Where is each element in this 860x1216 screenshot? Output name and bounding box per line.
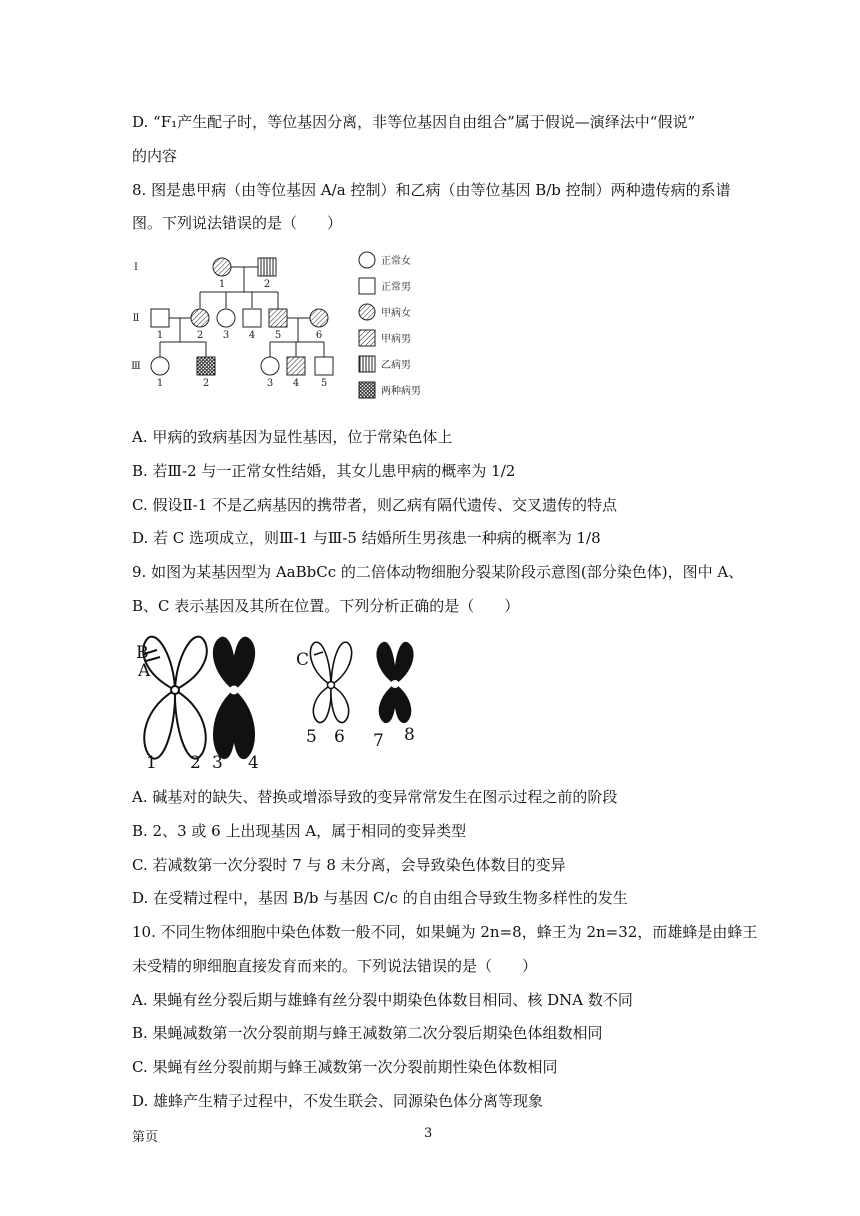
- q8-option-a: A. 甲病的致病基因为显性基因，位于常染色体上: [132, 428, 453, 446]
- svg-text:3: 3: [222, 330, 230, 341]
- legend-disease-b-male: 乙病男: [381, 360, 411, 371]
- gen3-female-1: [151, 357, 169, 375]
- gene-label-a: A: [138, 661, 151, 681]
- q8-option-d: D. 若 C 选项成立，则Ⅲ-1 与Ⅲ-5 结婚所生男孩患一种病的概率为 1/8: [132, 529, 601, 547]
- pedigree-figure: [128, 246, 438, 408]
- footer-label: 第页: [132, 1130, 159, 1145]
- svg-text:2: 2: [263, 279, 271, 290]
- chromosome-figure: [130, 628, 430, 776]
- svg-text:5: 5: [274, 330, 282, 341]
- q7-option-d-line1: D. “F₁产生配子时，等位基因分离，非等位基因自由组合”属于假说—演绎法中“假说”: [132, 113, 696, 131]
- q8-stem-line1: 8. 图是患甲病（由等位基因 A/a 控制）和乙病（由等位基因 B/b 控制）两种遗传病的系谱: [132, 181, 731, 199]
- svg-text:1: 1: [156, 330, 164, 341]
- svg-text:3: 3: [212, 753, 223, 773]
- svg-text:6: 6: [334, 727, 345, 747]
- svg-text:4: 4: [292, 378, 300, 389]
- svg-text:2: 2: [190, 753, 201, 773]
- legend-normal-male: 正常男: [381, 282, 411, 293]
- gen3-male-5: [315, 357, 333, 375]
- gen2-female-3: [217, 309, 235, 327]
- q9-option-a: A. 碱基对的缺失、替换或增添导致的变异常常发生在图示过程之前的阶段: [132, 788, 618, 806]
- q10-option-a: A. 果蝇有丝分裂后期与雄蜂有丝分裂中期染色体数目相同、核 DNA 数不同: [132, 991, 633, 1009]
- q10-option-c: C. 果蝇有丝分裂前期与蜂王减数第一次分裂前期性染色体数相同: [132, 1058, 558, 1076]
- q9-option-d: D. 在受精过程中，基因 B/b 与基因 C/c 的自由组合导致生物多样性的发生: [132, 889, 628, 907]
- q7-option-d-line2: 的内容: [132, 147, 178, 165]
- q10-option-b: B. 果蝇减数第一次分裂前期与蜂王减数第二次分裂后期染色体组数相同: [132, 1024, 603, 1042]
- svg-text:2: 2: [196, 330, 204, 341]
- page-number: 3: [424, 1126, 433, 1141]
- q9-stem-line2: B、C 表示基因及其所在位置。下列分析正确的是（ ）: [132, 597, 520, 615]
- legend-disease-a-male: 甲病男: [381, 334, 411, 345]
- gen1-male-2: [258, 258, 276, 276]
- q10-option-d: D. 雄蜂产生精子过程中，不发生联会、同源染色体分离等现象: [132, 1092, 544, 1110]
- svg-text:3: 3: [266, 378, 274, 389]
- gen2-male-1: [151, 309, 169, 327]
- gen3-female-3: [261, 357, 279, 375]
- gen-label-1: Ⅰ: [134, 262, 138, 273]
- q8-option-c: C. 假设Ⅱ-1 不是乙病基因的携带者，则乙病有隔代遗传、交叉遗传的特点: [132, 496, 618, 514]
- legend-both-male: 两种病男: [381, 386, 421, 397]
- svg-text:5: 5: [320, 378, 328, 389]
- legend-normal-female: 正常女: [381, 256, 411, 267]
- q8-stem-line2: 图。下列说法错误的是（ ）: [132, 214, 343, 232]
- gen3-male-4: [287, 357, 305, 375]
- gen2-male-5: [269, 309, 287, 327]
- legend-disease-a-female: 甲病女: [381, 308, 411, 319]
- q9-stem-line1: 9. 如图为某基因型为 AaBbCc 的二倍体动物细胞分裂某阶段示意图(部分染色体)，图中 A、: [132, 563, 744, 581]
- gen2-female-6: [310, 309, 328, 327]
- q9-option-c: C. 若减数第一次分裂时 7 与 8 未分离，会导致染色体数目的变异: [132, 856, 566, 874]
- gen-label-3: Ⅲ: [131, 361, 141, 372]
- svg-text:1: 1: [146, 753, 157, 773]
- q9-option-b: B. 2、3 或 6 上出现基因 A，属于相同的变异类型: [132, 822, 467, 840]
- svg-text:6: 6: [315, 330, 323, 341]
- svg-text:8: 8: [404, 725, 415, 745]
- gen-label-2: Ⅱ: [132, 313, 140, 324]
- svg-text:4: 4: [248, 330, 256, 341]
- svg-text:2: 2: [202, 378, 210, 389]
- svg-text:1: 1: [218, 279, 226, 290]
- gen2-female-2: [191, 309, 209, 327]
- q8-option-b: B. 若Ⅲ-2 与一正常女性结婚，其女儿患甲病的概率为 1/2: [132, 462, 516, 480]
- svg-text:5: 5: [306, 727, 317, 747]
- gene-label-b: B: [136, 643, 149, 663]
- q10-stem-line1: 10. 不同生物体细胞中染色体数一般不同，如果蝇为 2n=8，蜂王为 2n=32，而雄蜂是由蜂王: [132, 923, 758, 941]
- gene-label-c: C: [296, 650, 310, 670]
- svg-text:4: 4: [248, 753, 259, 773]
- svg-text:7: 7: [373, 731, 384, 751]
- gen1-female-1: [213, 258, 231, 276]
- svg-text:1: 1: [156, 378, 164, 389]
- q10-stem-line2: 未受精的卵细胞直接发育而来的。下列说法错误的是（ ）: [132, 957, 538, 975]
- gen2-male-4: [243, 309, 261, 327]
- gen3-male-2: [197, 357, 215, 375]
